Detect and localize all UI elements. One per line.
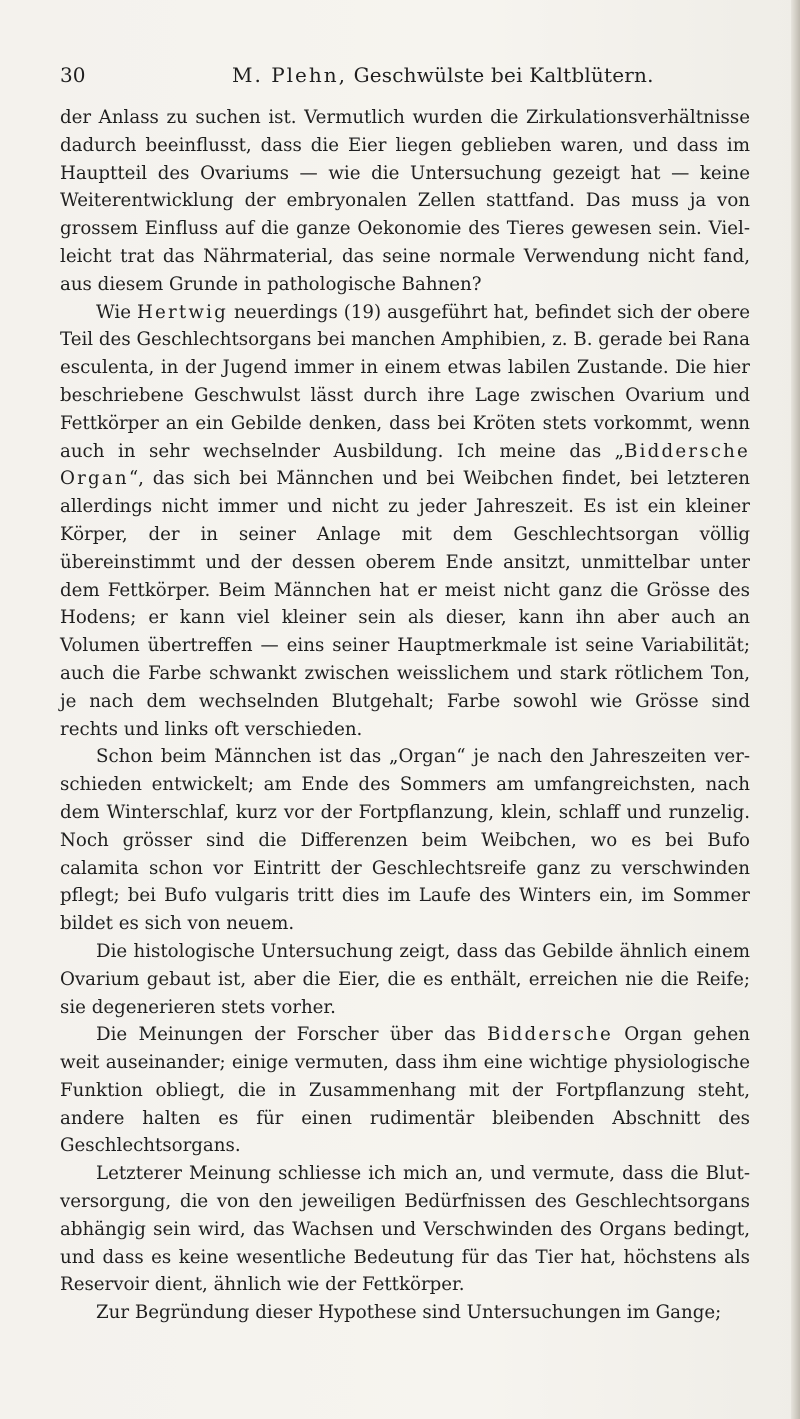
- text-run: neuerdings (19) ausgeführt hat, befindet sich der obere Teil des Geschlechtsorgans bei manchen Amphibien, z. B. gerade bei Rana esculenta, in der Jugend immer in einem etwas labilen Zustande. Die hier beschriebene Geschwulst lässt durch ihre Lage zwischen Ovarium und Fettkörper an ein Gebilde denken, dass bei Kröten stets vorkommt, wenn auch in sehr wechselnder Ausbildung. Ich meine das „: [60, 301, 750, 462]
- paragraph-1: [60, 104, 750, 299]
- header-author: M. Plehn,: [232, 63, 348, 87]
- page-number: 30: [60, 63, 86, 87]
- paragraph-3: [60, 743, 750, 938]
- term-biddersche-organ: Biddersche Organ: [60, 440, 750, 490]
- text-run: Schon beim Männchen ist das „Organ“ je nach den Jahreszeiten verschieden entwickelt; am Ende des Sommers am umfangreichsten, nach dem Winterschlaf, kurz vor der Fortpflanzung, klein, schlaff und runzelig. Noch grösser sind die Differenzen beim Weibchen, wo es bei Bufo calamita schon vor Eintritt der Geschlechtsreife ganz zu verschwinden pflegt; bei Bufo vulgaris tritt dies im Laufe des Winters ein, im Sommer bildet es sich von neuem.: [60, 746, 750, 935]
- body-text: [60, 104, 750, 1327]
- text-run: Organ gehen weit auseinander; einige vermuten, dass ihm eine wichtige physiologische Funktion obliegt, die in Zusammenhang mit der Fortpflanzung steht, andere halten es für einen rudimentär bleibenden Abschnitt des Geschlechtsorgans.: [60, 1024, 750, 1157]
- paragraph-6: [60, 1160, 750, 1299]
- text-run: Die Meinungen der Forscher über das: [96, 1024, 488, 1046]
- paragraph-7: [60, 1299, 750, 1327]
- text-run: Letzterer Meinung schliesse ich mich an, und vermute, dass die Blutversorgung, die von den jeweiligen Bedürfnissen des Geschlechtsorgans abhängig sein wird, das Wachsen und Verschwinden des Organs bedingt, und dass es keine wesentliche Bedeutung für das Tier hat, höchstens als Reservoir dient, ähnlich wie der Fettkörper.: [60, 1163, 750, 1296]
- text-run: Wie: [96, 301, 137, 323]
- term-biddersche: Biddersche: [487, 1024, 613, 1046]
- author-name-hertwig: Hertwig: [136, 301, 228, 323]
- text-run: der Anlass zu suchen ist. Vermutlich wurden die Zirkulationsverhältnisse dadurch beeinflusst, dass die Eier liegen geblieben waren, und dass im Hauptteil des Ovariums — wie die Untersuchung gezeigt hat — keine Weiterentwicklung der embryonalen Zellen stattfand. Das muss ja von grossem Einfluss auf die ganze Oekonomie des Tieres gewesen sein. Vielleicht trat das Nährmaterial, das seine normale Verwendung nicht fand, aus diesem Grunde in pathologische Bahnen?: [60, 107, 750, 295]
- header-title: Geschwülste bei Kaltblütern.: [353, 63, 654, 87]
- text-run: “, das sich bei Männchen und bei Weibchen findet, bei letzteren allerdings nicht immer und nicht zu jeder Jahreszeit. Es ist ein kleiner Körper, der in seiner Anlage mit dem Geschlechtsorgan völlig übereinstimmt und der dessen oberem Ende ansitzt, unmittelbar unter dem Fettkörper. Beim Männchen hat er meist nicht ganz die Grösse des Hodens; er kann viel kleiner sein als dieser, kann ihn aber auch an Volumen übertreffen — eins seiner Hauptmerkmale ist seine Variabilität; auch die Farbe schwankt zwischen weisslichem und stark rötlichem Ton, je nach dem wechselnden Blutgehalt; Farbe sowohl wie Grösse sind rechts und links oft verschieden.: [60, 468, 750, 740]
- text-run: Die histologische Untersuchung zeigt, dass das Gebilde ähnlich einem Ovarium gebaut ist, aber die Eier, die es enthält, erreichen nie die Reife; sie degenerieren stets vorher.: [60, 940, 750, 1018]
- paragraph-5: [60, 1021, 750, 1160]
- text-run: Zur Begründung dieser Hypothese sind Untersuchungen im Gange;: [96, 1302, 722, 1324]
- running-header: [60, 58, 750, 92]
- running-title: [232, 58, 654, 92]
- paragraph-2: [60, 299, 750, 744]
- paragraph-4: [60, 938, 750, 1021]
- page-edge: [791, 0, 800, 1419]
